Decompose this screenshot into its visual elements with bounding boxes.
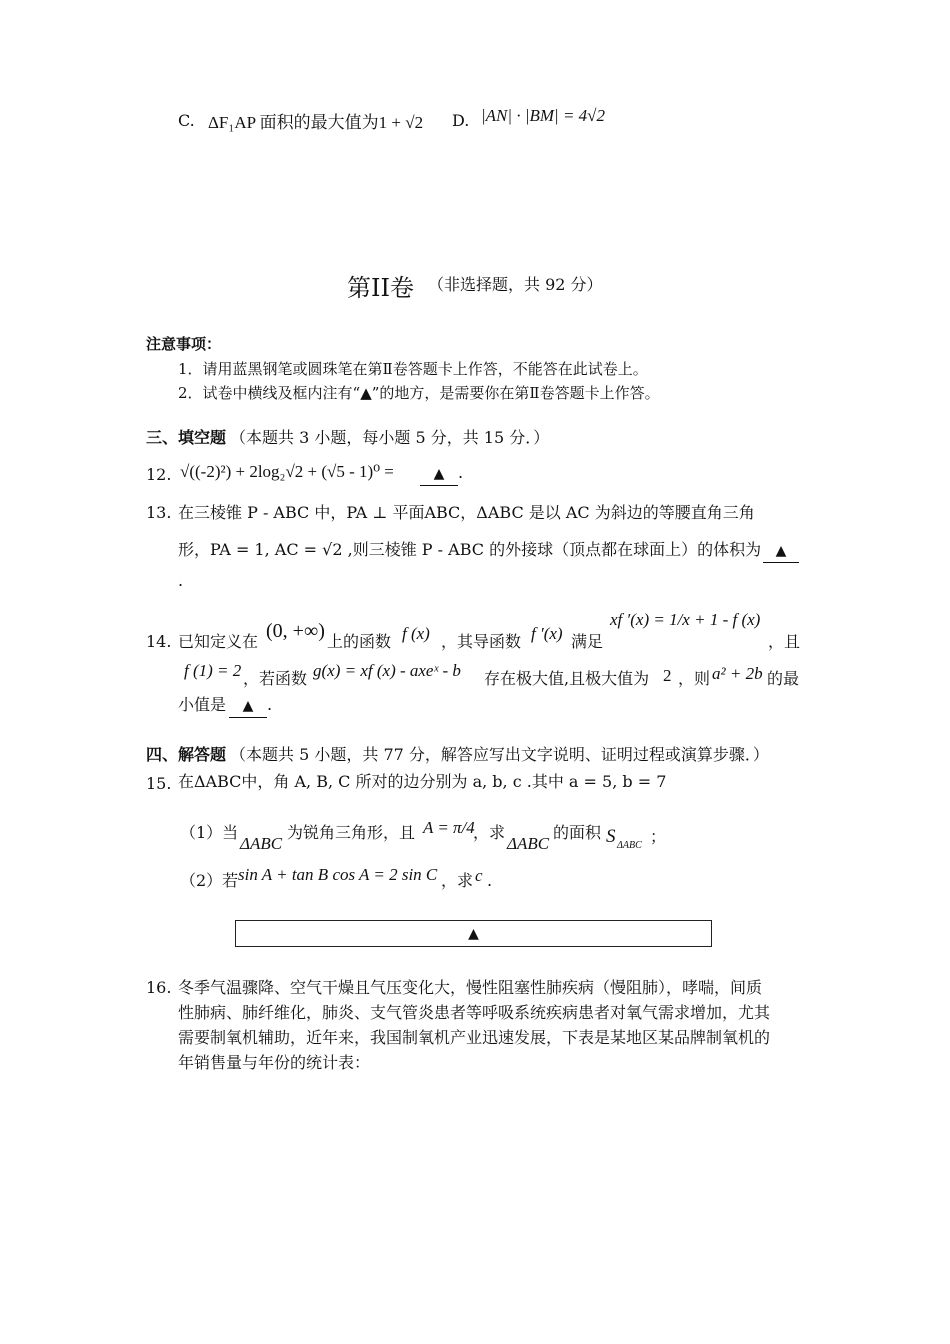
q15-sub1-a: （1）当 xyxy=(180,823,239,842)
q12-answer-blank xyxy=(420,462,463,486)
q15-sub2-condition: sin A + tan B cos A = 2 sin C xyxy=(238,865,438,884)
q15-sub1-c: ，求 xyxy=(473,823,506,842)
option-d-text: |AN| · |BM| = 4√2 xyxy=(481,106,606,125)
part4-heading: 四、解答题 xyxy=(146,745,227,764)
notice-heading: 注意事项： xyxy=(146,335,222,353)
notice-item-1: 1．请用蓝黑钢笔或圆珠笔在第Ⅱ卷答题卡上作答，不能答在此试卷上。 xyxy=(178,360,648,378)
part3-heading: 三、填空题 xyxy=(146,428,227,447)
q16-line2: 性肺病、肺纤维化，肺炎、支气管炎患者等呼吸系统疾病患者对氧气需求增加，尤其 xyxy=(178,1003,771,1022)
q14-answer: ▲ xyxy=(229,695,267,718)
q15-sub1-s: S xyxy=(606,826,616,847)
q15-sub2-a: （2）若 xyxy=(180,871,239,890)
q14-fx: f (x) xyxy=(402,624,430,643)
q15-sub1-condition: A = π/4 xyxy=(423,818,475,837)
section-title: 第II卷 xyxy=(347,274,414,302)
q14-two: 2 xyxy=(663,666,672,685)
q15-sub1-b: 为锐角三角形，且 xyxy=(287,823,416,842)
q14-text-2e: 的最 xyxy=(767,669,800,688)
q14-text-2b: ，若函数 xyxy=(243,669,308,688)
q12-number: 12. xyxy=(146,465,172,484)
q15-sub1-d: 的面积 xyxy=(553,823,602,842)
q15-sub1-e: ； xyxy=(650,827,667,846)
q14-interval: (0, +∞) xyxy=(266,620,325,642)
q14-text-2c: 存在极大值,且极大值为 xyxy=(484,669,650,688)
option-c-text: ΔF₁AP 面积的最大值为1 + √2 xyxy=(208,113,424,132)
q13-line1: 在三棱锥 P - ABC 中，PA ⊥ 平面ABC，ΔABC 是以 AC 为斜边的等腰直角三角 xyxy=(178,503,755,522)
q14-condition: xf ′(x) = 1/x + 1 - f (x) xyxy=(610,610,761,629)
q14-text-1d: 满足 xyxy=(571,632,604,651)
q13-number: 13. xyxy=(146,503,172,522)
q13-line2: 形，PA = 1, AC = √2 ,则三棱锥 P - ABC 的外接球（顶点都在球面上）的体积为 xyxy=(178,540,762,559)
q16-line3: 需要制氧机辅助，近年来，我国制氧机产业迅速发展，下表是某地区某品牌制氧机的 xyxy=(178,1028,771,1047)
q15-line1: 在ΔABC中，角 A, B, C 所对的边分别为 a, b, c .其中 a = 5, b = 7 xyxy=(178,772,667,791)
q15-answer-box xyxy=(235,920,712,947)
q12-expression: √((-2)²) + 2log₂√2 + (√5 - 1)⁰ = xyxy=(180,462,394,481)
q12-tail: . xyxy=(458,463,464,482)
q15-sub2-d: . xyxy=(487,871,493,890)
q13-tail: . xyxy=(178,571,184,590)
q12-answer: ▲ xyxy=(420,463,458,486)
q15-sub1-triangle-2: ΔABC xyxy=(507,834,550,853)
q15-answer-mark: ▲ xyxy=(468,926,479,942)
q15-sub2-c-var: c xyxy=(475,866,483,885)
part4-desc: （本题共 5 小题，共 77 分，解答应写出文字说明、证明过程或演算步骤．） xyxy=(230,745,769,764)
q14-f1: f (1) = 2 xyxy=(184,661,242,680)
q14-text-1b: 上的函数 xyxy=(327,632,392,651)
q14-gx: g(x) = xf (x) - axeˣ - b xyxy=(313,661,461,680)
q13-answer: ▲ xyxy=(763,540,799,563)
q16-line1: 冬季气温骤降、空气干燥且气压变化大，慢性阻塞性肺疾病（慢阻肺），哮喘，间质 xyxy=(178,978,763,997)
q16-line4: 年销售量与年份的统计表： xyxy=(178,1053,371,1072)
section-subtitle: （非选择题，共 92 分） xyxy=(428,275,603,294)
q15-sub2-b: ，求 xyxy=(441,871,474,890)
q15-sub1-s-subscript: ΔABC xyxy=(617,840,642,851)
part3-desc: （本题共 3 小题，每小题 5 分，共 15 分．） xyxy=(230,428,550,447)
notice-item-2: 2．试卷中横线及框内注有“▲”的地方，是需要你在第Ⅱ卷答题卡上作答。 xyxy=(178,384,660,402)
q13-answer-blank xyxy=(763,539,799,563)
q14-number: 14. xyxy=(146,632,172,651)
option-c-label: C. xyxy=(178,111,195,130)
option-d-label: D. xyxy=(452,111,470,130)
q16-number: 16. xyxy=(146,978,172,997)
q14-tail: . xyxy=(267,695,273,714)
q15-sub1-triangle: ΔABC xyxy=(240,834,283,853)
q14-text-1e: ，且 xyxy=(768,632,801,651)
q14-answer-blank xyxy=(229,694,272,718)
q14-fpx: f ′(x) xyxy=(531,624,563,643)
q14-text-1a: 已知定义在 xyxy=(178,632,259,651)
q14-text-2d: ，则 xyxy=(678,669,711,688)
q15-number: 15. xyxy=(146,774,172,793)
q14-text-3: 小值是 xyxy=(178,695,227,714)
q14-expr: a² + 2b xyxy=(712,664,763,683)
q14-text-1c: ，其导函数 xyxy=(441,632,522,651)
